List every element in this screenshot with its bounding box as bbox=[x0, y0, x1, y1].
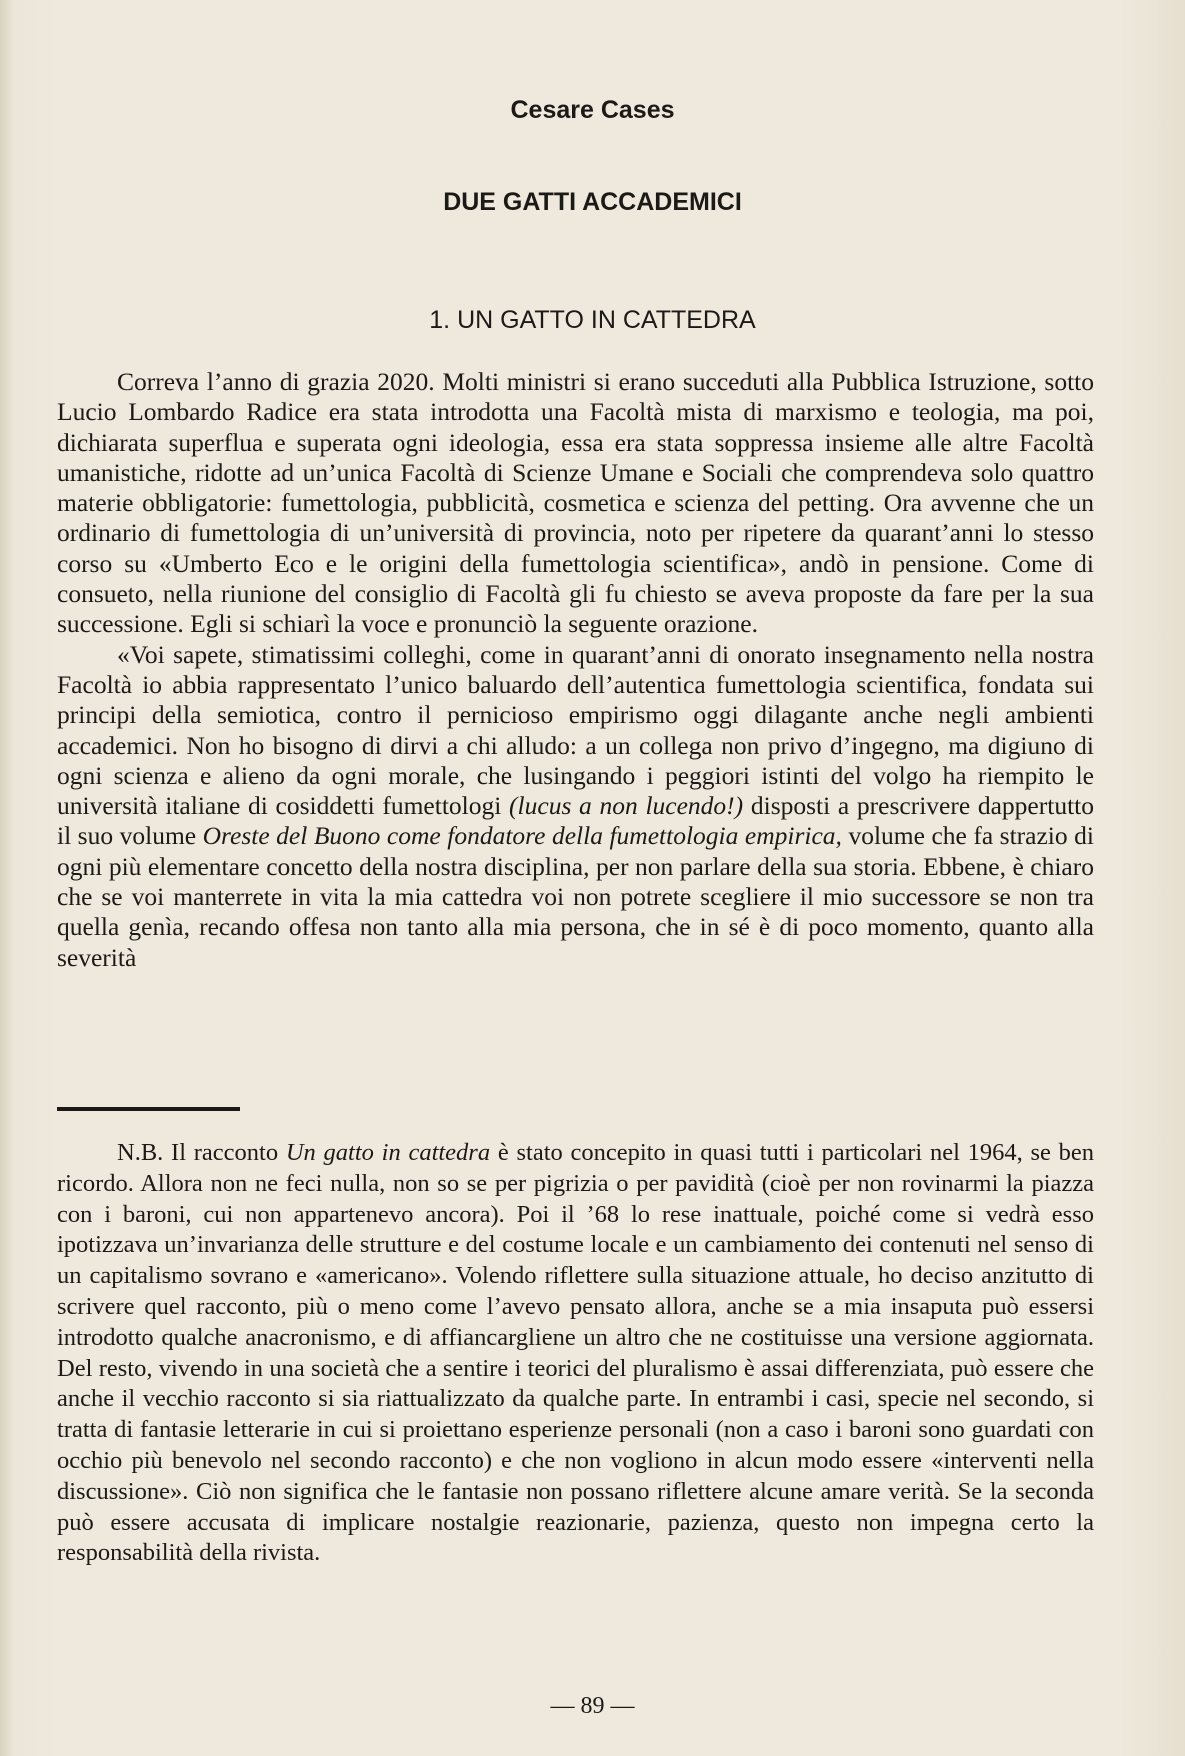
page-number: — 89 — bbox=[550, 1693, 635, 1719]
italic-text: Un gatto in cattedra bbox=[285, 1139, 491, 1166]
footnote-paragraph bbox=[57, 1138, 1094, 1569]
italic-text: (lucus a non lucendo!) bbox=[509, 791, 744, 821]
footnote-text: N.B. Il racconto bbox=[117, 1139, 279, 1166]
article-title: DUE GATTI ACCADEMICI bbox=[443, 188, 742, 216]
paragraph bbox=[57, 367, 1094, 640]
paragraph-text: disposti a prescrivere dappertutto il suo volume bbox=[57, 791, 1094, 851]
footnote bbox=[57, 1138, 1094, 1569]
paragraph-text: «Voi sapete, stimatissimi colleghi, come in quarant’anni di onorato insegnamento nella nostra Facoltà io abbia rappresentato l’unico baluardo dell’autentica fumettologia scientifica, fondata sui principi della semiotica, contro il pernicioso empirismo oggi dilagante anche negli ambienti accademici. Non ho bisogno di dirvi a chi alludo: a un collega non privo d’ingegno, ma digiuno di ogni scienza e alieno da ogni morale, che lusingando i peggiori istinti del volgo ha riempito le università italiane di cosiddetti fumettologi bbox=[57, 639, 1094, 821]
italic-text: Oreste del Buono come fondatore della fumettologia empirica, bbox=[202, 821, 842, 851]
paragraph bbox=[57, 640, 1094, 973]
footnote-divider bbox=[57, 1107, 240, 1111]
paragraph-text: volume che fa strazio di ogni più elementare concetto della nostra disciplina, per non parlare della sua storia. Ebbene, è chiaro che se voi manterrete in vita la mia cattedra voi non potrete scegliere il mio successore se non tra quella genìa, recando offesa non tanto alla mia persona, che in sé è di poco momento, quanto alla severità bbox=[57, 821, 1094, 972]
paragraph-text: Correva l’anno di grazia 2020. Molti ministri si erano succeduti alla Pubblica Istruzione, sotto Lucio Lombardo Radice era stata introdotta una Facoltà mista di marxismo e teologia, ma poi, dichiarata superflua e superata ogni ideologia, essa era stata soppressa insieme alle altre Facoltà umanistiche, ridotte ad un’unica Facoltà di Scienze Umane e Sociali che comprendeva solo quattro materie obbligatorie: fumettologia, pubblicità, cosmetica e scienza del petting. Ora avvenne che un ordinario di fumettologia di un’università di provincia, noto per ripetere da quarant’anni lo stesso corso su «Umberto Eco e le origini della fumettologia scientifica», andò in pensione. Come di consueto, nella riunione del consiglio di Facoltà gli fu chiesto se aveva proposte da fare per la sua successione. Egli si schiarì la voce e pronunciò la seguente orazione. bbox=[57, 367, 1094, 639]
author-name: Cesare Cases bbox=[510, 96, 675, 124]
section-heading: 1. UN GATTO IN CATTEDRA bbox=[429, 306, 756, 334]
footnote-text: è stato concepito in quasi tutti i particolari nel 1964, se ben ricordo. Allora non ne feci nulla, non so se per pigrizia o per pavidità (cioè per non rovinarmi la piazza con i baroni, cui non appartenevo ancora). Poi il ’68 lo rese inattuale, poiché come si vedrà esso ipotizzava un’invarianza delle strutture e del costume locale e un cambiamento dei contenuti nel senso di un capitalismo sovrano e «americano». Volendo riflettere sulla situazione attuale, ho deciso anzitutto di scrivere quel racconto, più o meno come l’avevo pensato allora, anche se a mia insaputa può essersi introdotto qualche anacronismo, e di affiancargliene un altro che ne costituisse una versione aggiornata. Del resto, vivendo in una società che a sentire i teorici del pluralismo è assai differenziata, può essere che anche il vecchio racconto si sia riattualizzato da qualche parte. In entrambi i casi, specie nel secondo, si tratta di fantasie letterarie in cui si proiettano esperienze personali (non a caso i baroni sono guardati con occhio più benevolo nel secondo racconto) e che non vogliono in alcun modo essere «interventi nella discussione». Ciò non significa che le fantasie non possano riflettere alcune amare verità. Se la seconda può essere accusata di implicare nostalgie reazionarie, pazienza, questo non impegna certo la responsabilità della rivista. bbox=[57, 1139, 1095, 1567]
main-text bbox=[57, 367, 1094, 973]
